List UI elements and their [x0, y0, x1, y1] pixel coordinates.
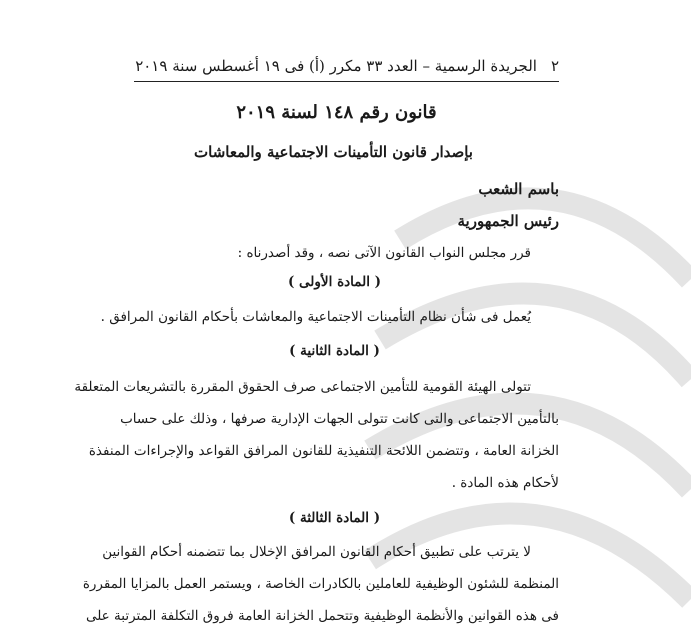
header-rule: [134, 81, 559, 82]
article-2-heading: ( المادة الثانية ): [289, 343, 380, 359]
decree-line: قرر مجلس النواب القانون الآتى نصه ، وقد أصدرناه :: [237, 245, 531, 261]
article-3-line: المنظمة للشئون الوظيفية للعاملين بالكادرات الخاصة ، ويستمر العمل بالمزايا المقررة: [82, 576, 559, 592]
article-3-heading: ( المادة الثالثة ): [288, 510, 381, 526]
law-title: قانون رقم ١٤٨ لسنة ٢٠١٩: [236, 102, 437, 123]
article-2-line: لأحكام هذه المادة .: [451, 475, 559, 491]
article-3-line: فى هذه القوانين والأنظمة الوظيفية وتتحمل الخزانة العامة فروق التكلفة المترتبة على: [85, 608, 559, 624]
page-number: ٢: [550, 57, 559, 75]
law-subtitle: بإصدار قانون التأمينات الاجتماعية والمعاشات: [194, 143, 473, 161]
article-2-line: الخزانة العامة ، وتتضمن اللائحة التنفيذية للقانون المرافق القواعد والإجراءات المنفذة: [88, 443, 559, 459]
article-3-line: لا يترتب على تطبيق أحكام القانون المرافق الإخلال بما تتضمنه أحكام القوانين: [102, 544, 531, 560]
president-heading: رئيس الجمهورية: [457, 212, 559, 230]
running-header: [135, 54, 559, 78]
article-2-line: تتولى الهيئة القومية للتأمين الاجتماعى صرف الحقوق المقررة بالتشريعات المتعلقة: [74, 379, 531, 395]
article-2-line: بالتأمين الاجتماعى والتى كانت تتولى الجهات الإدارية صرفها ، وذلك على حساب: [120, 411, 559, 427]
in-the-name-of-the-people: باسم الشعب: [478, 180, 559, 198]
gazette-issue-title: الجريدة الرسمية – العدد ٣٣ مكرر (أ) فى ١٩ أغسطس سنة ٢٠١٩: [135, 57, 537, 75]
article-1-heading: ( المادة الأولى ): [287, 274, 382, 290]
article-1-line: يُعمل فى شأن نظام التأمينات الاجتماعية والمعاشات بأحكام القانون المرافق .: [100, 309, 531, 325]
